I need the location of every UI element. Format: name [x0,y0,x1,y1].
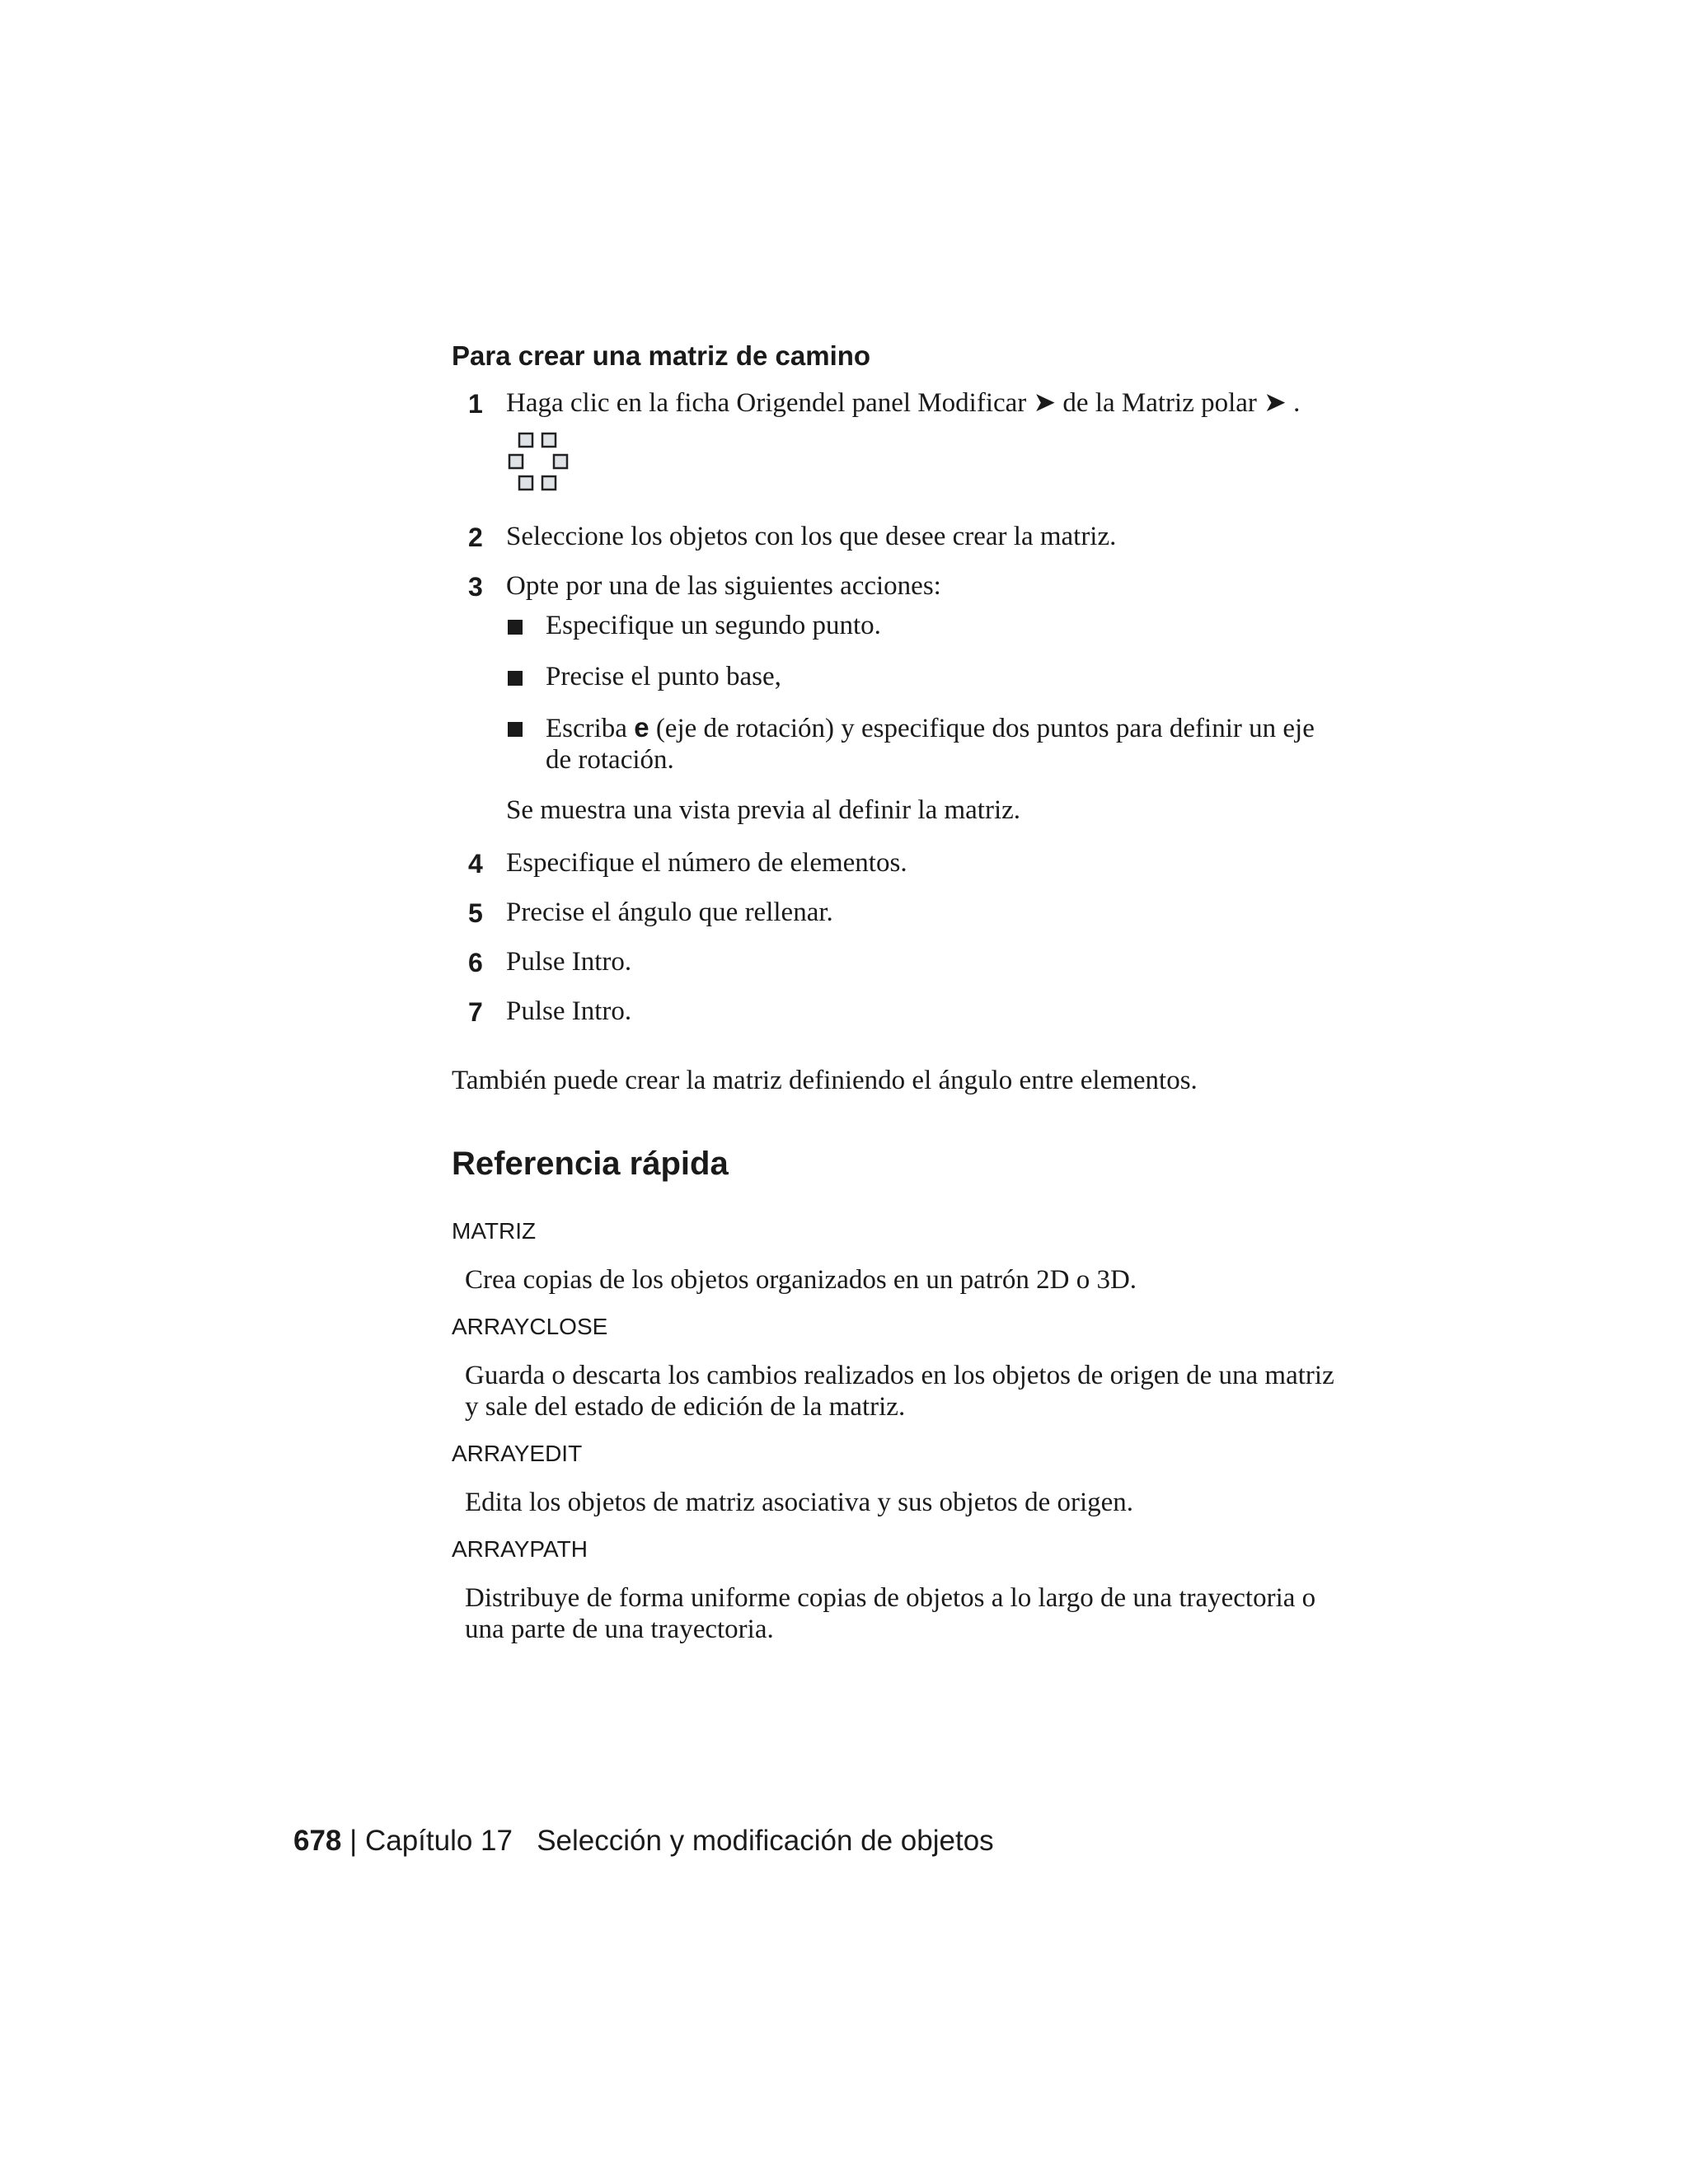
step-text: Haga clic en la ficha Origendel panel Modificar ➤ de la Matriz polar ➤ . [506,388,1301,418]
procedure-title: Para crear una matriz de camino [452,340,871,371]
option-text: (eje de rotación) y especifique dos puntos para definir un eje de rotación. [546,714,1315,775]
step-number: 3 [468,572,483,602]
preview-note: Se muestra una vista previa al definir la matriz. [506,795,1021,825]
bullet [508,722,523,737]
step-number: 4 [468,849,483,879]
command-name: MATRIZ [452,1218,537,1244]
page-number: 678 [293,1825,342,1857]
step-number: 5 [468,898,483,928]
step-number: 1 [468,389,483,419]
step-number: 2 [468,523,483,552]
chapter-title: Selección y modificación de objetos [537,1825,994,1857]
polar-array-icon [506,430,575,494]
closing-paragraph: También puede crear la matriz definiendo el ángulo entre elementos. [452,1066,1198,1095]
step-text: Seleccione los objetos con los que desee crear la matriz. [506,522,1117,551]
option-key: e [634,712,649,743]
command-description: Crea copias de los objetos organizados en un patrón 2D o 3D. [465,1265,1137,1295]
step-text: Opte por una de las siguientes acciones: [506,571,941,601]
command-name: ARRAYEDIT [452,1441,583,1466]
option-item: Precise el punto base, [546,662,781,691]
command-description: Distribuye de forma uniforme copias de objetos a lo largo de una trayectoria o una parte de una trayectoria. [465,1583,1316,1644]
option-text: Escriba [546,714,635,743]
command-description: Edita los objetos de matriz asociativa y sus objetos de origen. [465,1488,1134,1517]
step-number: 6 [468,948,483,977]
chapter-label: Capítulo 17 [364,1825,513,1857]
section-heading: Referencia rápida [452,1146,729,1182]
footer-separator: | [349,1825,358,1857]
bullet [508,620,523,635]
page-footer [293,1825,994,1858]
step-number: 7 [468,997,483,1027]
step-text: Pulse Intro. [506,947,632,977]
bullet [508,671,523,686]
step-text: Precise el ángulo que rellenar. [506,898,833,927]
option-item: Especifique un segundo punto. [546,611,881,640]
step-text: Pulse Intro. [506,996,632,1026]
command-description: Guarda o descarta los cambios realizados en los objetos de origen de una matriz y sale del estado de edición de la matriz. [465,1361,1334,1422]
step-text: Especifique el número de elementos. [506,848,907,878]
command-name: ARRAYPATH [452,1536,588,1562]
command-name: ARRAYCLOSE [452,1314,608,1339]
option-item [546,712,1337,776]
